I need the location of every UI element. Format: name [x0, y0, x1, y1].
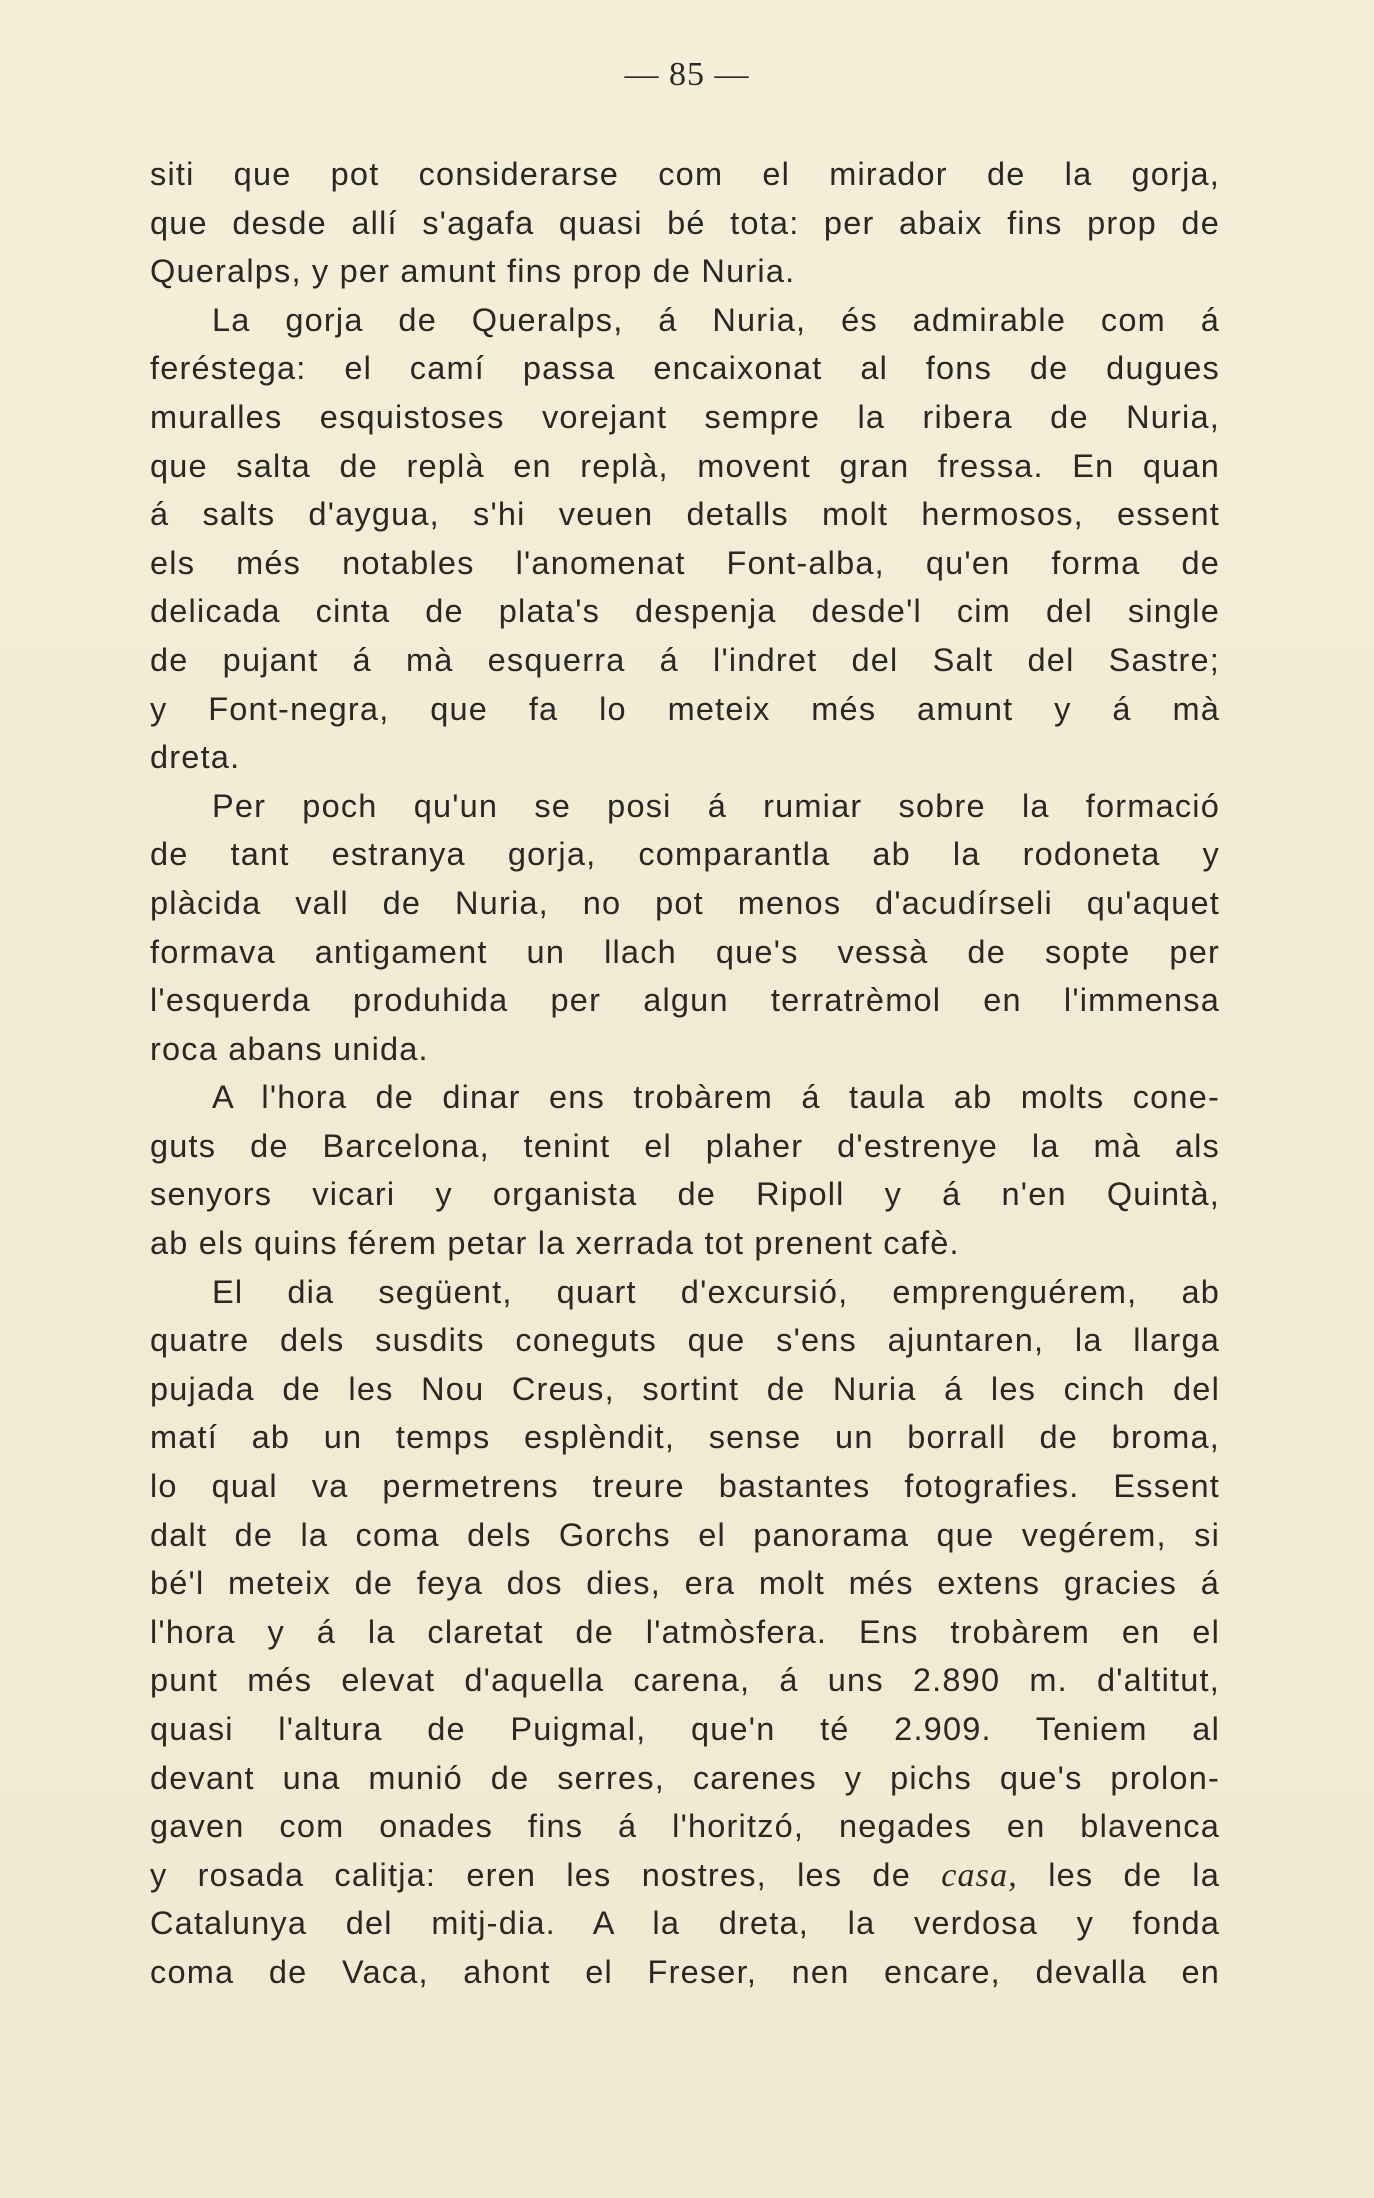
- body-text: [150, 150, 1220, 1997]
- text-line: Queralps, y per amunt fins prop de Nuria.: [150, 253, 796, 290]
- text-line: que desde allí s'agafa quasi bé tota: per abaix fins prop de: [150, 204, 1220, 241]
- text-line: feréstega: el camí passa encaixonat al fons de dugues: [150, 350, 1220, 387]
- text-line: bé'l meteix de feya dos dies, era molt més extens gracies á: [150, 1565, 1220, 1602]
- text-line: de pujant á mà esquerra á l'indret del Salt del Sastre;: [150, 641, 1220, 678]
- text-line: ab els quins férem petar la xerrada tot prenent cafè.: [150, 1225, 960, 1262]
- text-line: punt més elevat d'aquella carena, á uns 2.890 m. d'altitut,: [150, 1662, 1220, 1699]
- text-line: plàcida vall de Nuria, no pot menos d'acudírseli qu'aquet: [150, 884, 1220, 921]
- text-line: l'esquerda produhida per algun terratrèmol en l'immensa: [150, 982, 1220, 1019]
- text-line: delicada cinta de plata's despenja desde'l cim del single: [150, 593, 1220, 630]
- text-line: á salts d'aygua, s'hi veuen detalls molt hermosos, essent: [150, 496, 1220, 533]
- text-line: senyors vicari y organista de Ripoll y á n'en Quintà,: [150, 1176, 1220, 1213]
- text-line: dreta.: [150, 739, 241, 776]
- text-line: quatre dels susdits coneguts que s'ens ajuntaren, la llarga: [150, 1322, 1220, 1359]
- text-line: l'hora y á la claretat de l'atmòsfera. Ens trobàrem en el: [150, 1613, 1220, 1650]
- text-line: roca abans unida.: [150, 1030, 429, 1067]
- text-line: lo qual va permetrens treure bastantes fotografies. Essent: [150, 1468, 1220, 1505]
- text-line: y Font-negra, que fa lo meteix més amunt y á mà: [150, 690, 1220, 727]
- text-line: muralles esquistoses vorejant sempre la ribera de Nuria,: [150, 398, 1220, 435]
- text-line: devant una munió de serres, carenes y pichs que's prolon-: [150, 1759, 1220, 1796]
- text-line: La gorja de Queralps, á Nuria, és admirable com á: [212, 301, 1220, 338]
- text-line: [150, 1851, 1220, 1900]
- text-line: Per poch qu'un se posi á rumiar sobre la formació: [212, 787, 1220, 824]
- text-line: A l'hora de dinar ens trobàrem á taula ab molts cone-: [212, 1079, 1220, 1116]
- text-line: Catalunya del mitj-dia. A la dreta, la verdosa y fonda: [150, 1905, 1220, 1942]
- italic-word: casa,: [941, 1856, 1019, 1894]
- text-line: quasi l'altura de Puigmal, que'n té 2.909. Teniem al: [150, 1711, 1220, 1747]
- text-line: que salta de replà en replà, movent gran fressa. En quan: [150, 447, 1220, 484]
- text-line: formava antigament un llach que's vessà de sopte per: [150, 933, 1220, 970]
- page-number: — 85 —: [624, 56, 750, 93]
- text-line: els més notables l'anomenat Font-alba, qu'en forma de: [150, 544, 1220, 581]
- text-line: pujada de les Nou Creus, sortint de Nuria á les cinch del: [150, 1370, 1220, 1407]
- text-line: matí ab un temps esplèndit, sense un borrall de broma,: [150, 1419, 1220, 1456]
- text-fragment: les de la: [1018, 1856, 1220, 1893]
- text-line: coma de Vaca, ahont el Freser, nen encare, devalla en: [150, 1953, 1220, 1990]
- text-line: El dia següent, quart d'excursió, emprenguérem, ab: [212, 1273, 1220, 1310]
- text-line: guts de Barcelona, tenint el plaher d'estrenye la mà als: [150, 1127, 1220, 1164]
- text-line: gaven com onades fins á l'horitzó, negades en blavenca: [150, 1808, 1220, 1845]
- text-line: siti que pot considerarse com el mirador de la gorja,: [150, 156, 1220, 192]
- text-line: de tant estranya gorja, comparantla ab la rodoneta y: [150, 836, 1220, 873]
- text-fragment: y rosada calitja: eren les nostres, les de: [150, 1856, 942, 1893]
- text-line: dalt de la coma dels Gorchs el panorama que vegérem, si: [150, 1516, 1220, 1553]
